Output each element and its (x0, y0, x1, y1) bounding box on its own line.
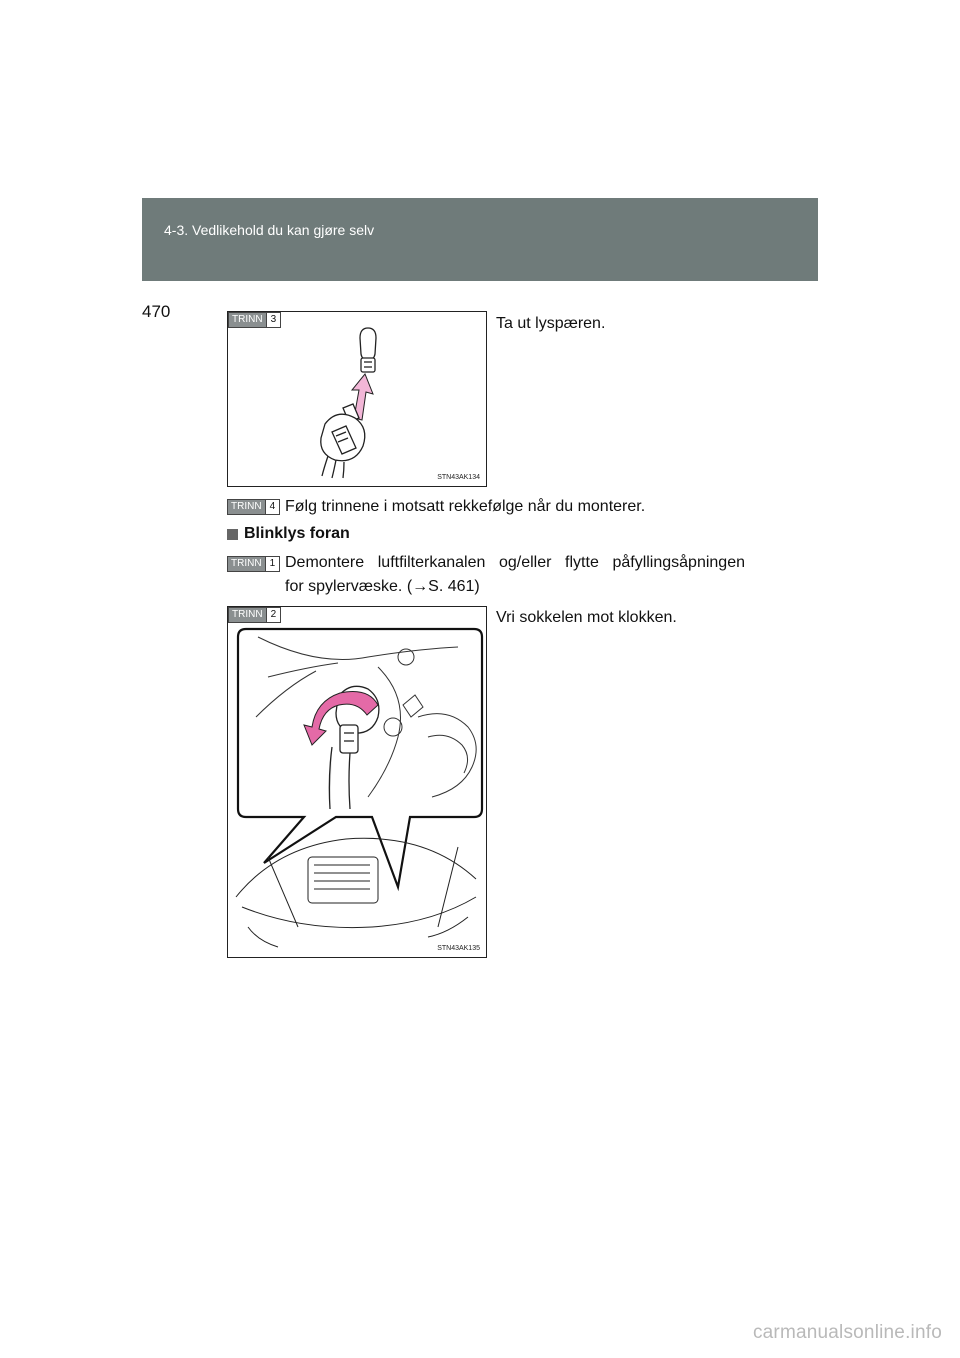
step-text-turn-socket: Vri sokkelen mot klokken. (496, 609, 677, 626)
figure-code: STN43AK135 (437, 945, 480, 952)
section-heading (227, 525, 350, 543)
step-badge-duct (227, 556, 280, 572)
step-text-remove-bulb: Ta ut lyspæren. (496, 315, 606, 332)
figure-turn-socket (227, 606, 487, 958)
section-heading-text: Blinklys foran (244, 525, 350, 542)
step-badge-figure (228, 607, 281, 623)
step-word: TRINN (228, 557, 265, 571)
page-number: 470 (142, 302, 171, 321)
section-header-bar (142, 198, 818, 281)
bulb-illustration (228, 312, 486, 486)
step-word: TRINN (229, 313, 266, 327)
square-bullet-icon (227, 529, 238, 540)
figure-remove-bulb (227, 311, 487, 487)
watermark: carmanualsonline.info (752, 1322, 942, 1343)
step-badge-figure (228, 312, 281, 328)
step-number: 3 (266, 313, 281, 327)
engine-bay-illustration (228, 607, 486, 957)
figure-code: STN43AK134 (437, 474, 480, 481)
socket-icon (321, 404, 365, 478)
step-number: 4 (265, 500, 280, 514)
step-badge-reinstall (227, 499, 280, 515)
section-title: 4-3. Vedlikehold du kan gjøre selv (164, 222, 375, 238)
step-text-duct-line1: Demontere luftfilterkanalen og/eller flytte påfyllingsåpningen (285, 554, 745, 571)
callout-frame (238, 629, 482, 887)
step-number: 2 (266, 608, 281, 622)
step-text-reinstall: Følg trinnene i motsatt rekkefølge når du monterer. (285, 498, 646, 515)
step-number: 1 (265, 557, 280, 571)
step-word: TRINN (228, 500, 265, 514)
step-text-duct-line2: for spylervæske. (→S. 461) (285, 578, 480, 595)
bulb-icon (360, 328, 376, 372)
step-word: TRINN (229, 608, 266, 622)
